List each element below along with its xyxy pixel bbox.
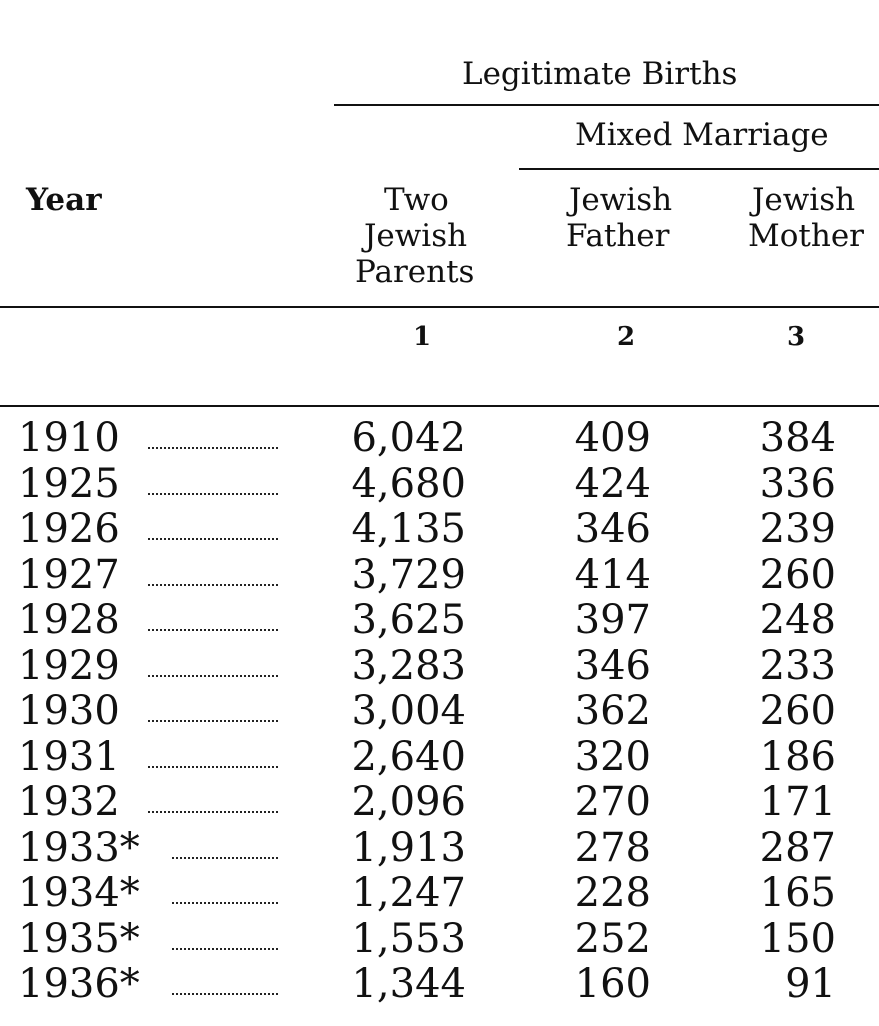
jewish-mother-cell: 260	[759, 551, 836, 598]
jewish-mother-cell: 186	[759, 733, 836, 780]
jewish-mother-cell: 336	[759, 460, 836, 507]
jewish-mother-cell: 91	[785, 961, 836, 1007]
column-header-line: Two	[384, 182, 449, 218]
body-top-rule	[0, 405, 879, 407]
dot-leader	[148, 447, 278, 449]
jewish-father-cell: 346	[574, 506, 651, 552]
two-jewish-parents-cell: 4,135	[351, 506, 466, 552]
table-row	[0, 826, 879, 872]
table-row	[0, 689, 879, 735]
year-cell: 1928	[18, 597, 120, 643]
jewish-father-cell: 252	[574, 915, 651, 962]
table-row	[0, 462, 879, 508]
subgroup-rule	[519, 168, 879, 170]
jewish-father-cell: 362	[574, 688, 651, 734]
year-cell: 1936*	[18, 961, 140, 1007]
year-cell: 1910	[18, 415, 120, 461]
column-number-3: 3	[786, 322, 806, 352]
year-cell: 1931	[18, 733, 120, 780]
two-jewish-parents-cell: 3,729	[351, 551, 466, 598]
dot-leader	[148, 720, 278, 722]
dot-leader	[148, 493, 278, 495]
column-header-line: Jewish	[364, 218, 468, 254]
jewish-mother-cell: 233	[759, 642, 836, 689]
jewish-father-cell: 160	[574, 961, 651, 1007]
dot-leader	[148, 811, 278, 813]
dot-leader	[172, 857, 278, 859]
two-jewish-parents-cell: 6,042	[351, 415, 466, 461]
two-jewish-parents-cell: 3,625	[351, 597, 466, 643]
dot-leader	[148, 538, 278, 540]
jewish-father-cell: 409	[574, 415, 651, 461]
dot-leader	[172, 902, 278, 904]
table-row	[0, 780, 879, 826]
table-row	[0, 917, 879, 963]
column-header-line: Jewish	[752, 182, 856, 218]
jewish-mother-cell: 165	[759, 870, 836, 916]
column-header-line: Parents	[355, 254, 475, 290]
year-cell: 1932	[18, 779, 120, 825]
jewish-father-cell: 320	[574, 733, 651, 780]
jewish-father-cell: 424	[574, 460, 651, 507]
jewish-father-cell: 270	[574, 779, 651, 825]
column-header-line: Jewish	[569, 182, 673, 218]
header-bottom-rule	[0, 306, 879, 308]
table-row	[0, 507, 879, 553]
two-jewish-parents-cell: 3,283	[351, 642, 466, 689]
jewish-mother-cell: 239	[759, 506, 836, 552]
jewish-father-cell: 346	[574, 642, 651, 689]
two-jewish-parents-cell: 1,344	[351, 961, 466, 1007]
column-header-line: Father	[566, 218, 670, 254]
jewish-father-cell: 397	[574, 597, 651, 643]
two-jewish-parents-cell: 3,004	[351, 688, 466, 734]
jewish-mother-cell: 287	[759, 824, 836, 871]
dot-leader	[148, 629, 278, 631]
dot-leader	[148, 584, 278, 586]
group-rule	[334, 104, 879, 106]
year-cell: 1933*	[18, 824, 140, 871]
year-cell: 1930	[18, 688, 120, 734]
jewish-mother-cell: 260	[759, 688, 836, 734]
jewish-mother-cell: 171	[759, 779, 836, 825]
dot-leader	[148, 675, 278, 677]
table-row	[0, 598, 879, 644]
two-jewish-parents-cell: 2,640	[351, 733, 466, 780]
year-cell: 1935*	[18, 915, 140, 962]
table-row	[0, 871, 879, 917]
two-jewish-parents-cell: 2,096	[351, 779, 466, 825]
dot-leader	[172, 993, 278, 995]
year-cell: 1929	[18, 642, 120, 689]
jewish-mother-cell: 248	[759, 597, 836, 643]
year-cell: 1934*	[18, 870, 140, 916]
dot-leader	[148, 766, 278, 768]
column-number-2: 2	[616, 322, 636, 352]
group-title: Legitimate Births	[462, 56, 738, 92]
jewish-mother-cell: 384	[759, 415, 836, 461]
table-row	[0, 553, 879, 599]
column-header-line: Mother	[748, 218, 864, 254]
two-jewish-parents-cell: 1,247	[351, 870, 466, 916]
column-number-1: 1	[412, 322, 432, 352]
year-cell: 1925	[18, 460, 120, 507]
two-jewish-parents-cell: 1,553	[351, 915, 466, 962]
year-cell: 1926	[18, 506, 120, 552]
jewish-father-cell: 228	[574, 870, 651, 916]
jewish-father-cell: 278	[574, 824, 651, 871]
year-cell: 1927	[18, 551, 120, 598]
subgroup-title: Mixed Marriage	[575, 117, 829, 153]
jewish-father-cell: 414	[574, 551, 651, 598]
two-jewish-parents-cell: 4,680	[351, 460, 466, 507]
jewish-mother-cell: 150	[759, 915, 836, 962]
table-row	[0, 962, 879, 1008]
table-row	[0, 644, 879, 690]
year-column-header: Year	[26, 182, 102, 218]
two-jewish-parents-cell: 1,913	[351, 824, 466, 871]
table-row	[0, 735, 879, 781]
table-body	[0, 416, 879, 1008]
table-row	[0, 416, 879, 462]
dot-leader	[172, 948, 278, 950]
